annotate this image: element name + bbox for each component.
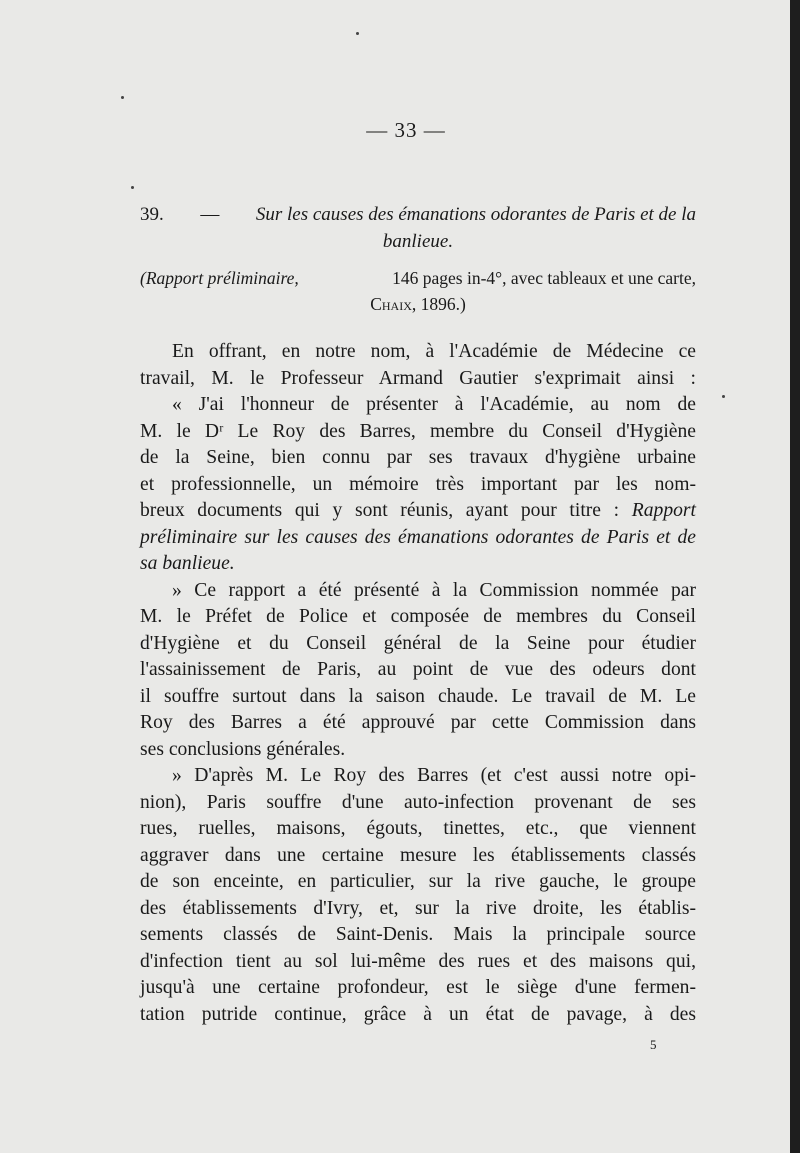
text-line: [140, 710, 696, 737]
text-line-italic: Rapport: [631, 500, 696, 521]
text-line: [140, 684, 696, 711]
entry-reference: [140, 265, 696, 317]
text-line-content: de son enceinte, en particulier, sur la rive gauche, le groupe: [140, 871, 696, 892]
publication-year: , 1896.): [411, 294, 466, 314]
text-line-content: M. le Préfet de Police et composée de membres du Conseil: [140, 606, 696, 627]
entry-title: [140, 201, 696, 255]
entry-title-text: Sur les causes des émanations odorantes de Paris et de la: [255, 204, 696, 225]
text-line: [140, 339, 696, 366]
text-line-content: ses conclusions générales.: [140, 738, 346, 760]
text-line: [140, 525, 696, 552]
signature-mark: 5: [650, 1037, 657, 1052]
entry-title-line-2: banlieue.: [382, 231, 454, 252]
text-line-content: l'assainissement de Paris, au point de vue des odeurs dont: [140, 659, 696, 680]
text-line-content: sements classés de Saint-Denis. Mais la principale source: [140, 924, 696, 945]
reference-details: 146 pages in-4°, avec tableaux et une carte,: [392, 268, 696, 288]
speck: [131, 186, 134, 189]
text-line: [140, 551, 696, 578]
speck: [356, 32, 359, 35]
text-line-content: et professionnelle, un mémoire très important par les nom-: [140, 473, 696, 495]
text-line: [140, 498, 696, 525]
text-line: [140, 896, 696, 923]
speck: [121, 96, 124, 99]
text-line-content: travail, M. le Professeur Armand Gautier s'exprimait ainsi :: [140, 367, 696, 389]
text-line-content: » D'après M. Le Roy des Barres (et c'est aussi notre opi-: [172, 765, 696, 786]
text-line: [140, 949, 696, 976]
text-line-content: il souffre surtout dans la saison chaude. Le travail de M. Le: [140, 685, 696, 707]
text-line: [140, 922, 696, 949]
text-line: [140, 419, 696, 446]
text-line-content: d'Hygiène et du Conseil général de la Seine pour étudier: [140, 632, 696, 654]
text-line: [140, 631, 696, 658]
text-line-content: En offrant, en notre nom, à l'Académie de Médecine ce: [172, 341, 696, 362]
text-line: [140, 816, 696, 843]
reference-italic: (Rapport préliminaire,: [140, 268, 299, 288]
text-line-content: préliminaire sur les causes des émanations odorantes de Paris et de: [140, 526, 696, 548]
entry-reference-line-2: [140, 291, 696, 317]
page-number: — 33 —: [366, 118, 446, 142]
entry-reference-line-1: [140, 265, 696, 291]
text-line-content: » Ce rapport a été présenté à la Commission nommée par: [172, 579, 696, 601]
text-line: [140, 604, 696, 631]
text-line: [140, 578, 696, 605]
text-line-content: breux documents qui y sont réunis, ayant pour titre :: [140, 500, 620, 521]
text-line-content: M. le Dʳ Le Roy des Barres, membre du Conseil d'Hygiène: [140, 420, 696, 442]
text-line-content: nion), Paris souffre d'une auto-infection provenant de ses: [140, 791, 696, 813]
text-line: [140, 763, 696, 790]
text-line-content: de la Seine, bien connu par ses travaux d'hygiène urbaine: [140, 447, 696, 468]
speck: [722, 395, 725, 398]
text-line: [140, 472, 696, 499]
text-line: [140, 790, 696, 817]
entry-dash: —: [200, 204, 220, 225]
text-line: [140, 657, 696, 684]
body-text: [140, 339, 696, 1028]
text-line: [140, 445, 696, 472]
text-line: [140, 975, 696, 1002]
text-line: [140, 392, 696, 419]
entry-title-line-1: [140, 201, 696, 228]
entry-number: 39.: [140, 204, 164, 225]
text-line-content: d'infection tient au sol lui-même des rues et des maisons qui,: [140, 950, 696, 972]
publisher-name: Chaix: [370, 294, 412, 314]
text-line-content: « J'ai l'honneur de présenter à l'Académie, au nom de: [172, 394, 696, 415]
text-line-content: sa banlieue.: [140, 553, 235, 574]
text-line-content: aggraver dans une certaine mesure les établissements classés: [140, 844, 696, 866]
text-line: [140, 1002, 696, 1029]
text-line: [140, 869, 696, 896]
text-line-content: jusqu'à une certaine profondeur, est le siège d'une fermen-: [140, 977, 696, 998]
page-edge: [790, 0, 800, 1153]
text-line: [140, 737, 696, 764]
text-line: [140, 366, 696, 393]
text-line-content: rues, ruelles, maisons, égouts, tinettes, etc., que viennent: [140, 818, 696, 839]
text-line: [140, 843, 696, 870]
text-line-content: des établissements d'Ivry, et, sur la rive droite, les établis-: [140, 897, 696, 919]
text-line-content: Roy des Barres a été approuvé par cette Commission dans: [140, 712, 696, 733]
text-line-content: tation putride continue, grâce à un état de pavage, à des: [140, 1003, 696, 1025]
